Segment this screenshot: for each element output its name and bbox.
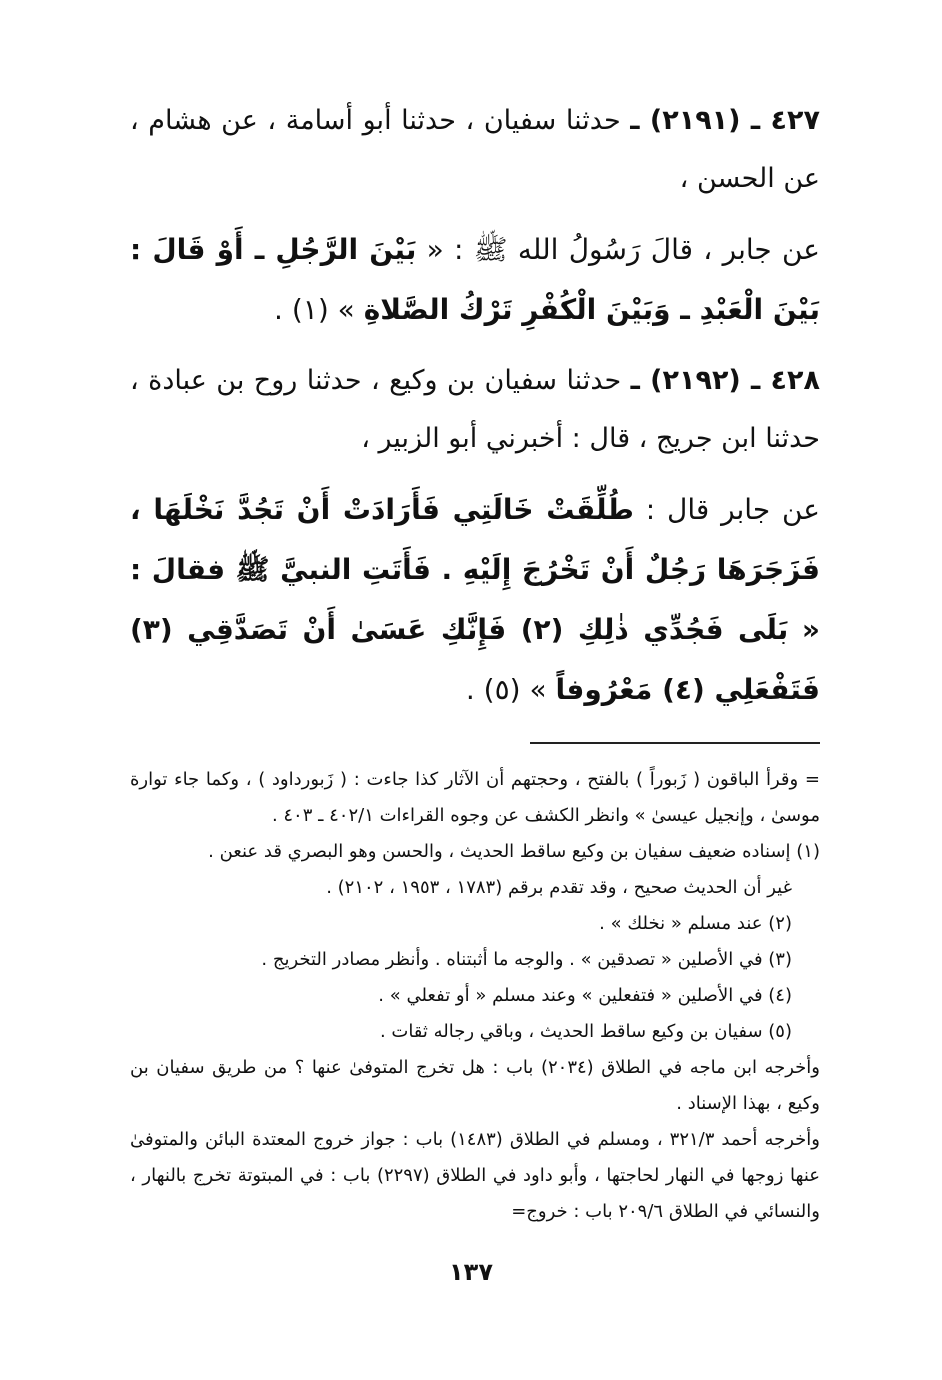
hadith-427-matn: بَيْنَ الرَّجُلِ ـ أَوْ قَالَ : بَيْنَ الْعَبْدِ ـ وَبَيْنَ الْكُفْرِ تَرْكُ الصَّلاةِ <box>130 233 820 326</box>
footnote-separator <box>530 742 820 744</box>
hadith-428-isnad: حدثنا سفيان بن وكيع ، حدثنا روح بن عبادة ، حدثنا ابن جريج ، قال : أخبرني أبو الزبير ، <box>130 365 820 454</box>
hadith-427-matn-intro: عن جابر ، قالَ رَسُولُ الله ﷺ : « <box>426 233 820 266</box>
footnote-1-continuation: غير أن الحديث صحيح ، وقد تقدم برقم (١٧٨٣ ، ١٩٥٣ ، ٢١٠٢) . <box>326 877 792 898</box>
hadith-428-matn-intro: عن جابر قال : <box>645 493 821 526</box>
hadith-427-number: ٤٢٧ ـ (٢١٩١) ـ <box>630 105 820 136</box>
hadith-428-text <box>130 480 820 720</box>
page-body <box>130 92 820 1230</box>
hadith-427-isnad: حدثنا سفيان ، حدثنا أبو أسامة ، عن هشام ، عن الحسن ، <box>130 105 820 194</box>
footnote-2: (٢) عند مسلم « نخلك » . <box>599 913 792 934</box>
hadith-428-matn-part1: طُلِّقَتْ خَالَتِي فَأَرَادَتْ أَنْ تَجُدَّ نَخْلَهَا ، فَزَجَرَهَا رَجُلٌ أَنْ تَخْرُجَ إِلَيْهِ . فَأَتَتِ النبيَّ ﷺ فقالَ : « <box>130 493 820 646</box>
footnote-carry-over: = وقرأ الباقون ( زَبوراً ) بالفتح ، وحجتهم أن الآثار كذا جاءت : ( زَبورداود ) ، وكما جاء توارة موسىٰ ، وإنجيل عيسىٰ » وانظر الكشف عن وجوه القراءات ٤٠٢/١ ـ ٤٠٣ . <box>130 769 820 826</box>
hadith-428-matn-end: » (٥) . <box>465 673 547 706</box>
hadith-427-matn-end: » (١) . <box>274 293 355 326</box>
hadith-427-chain <box>130 92 820 208</box>
page-number: ١٣٧ <box>449 1258 493 1286</box>
footnote-5: (٥) سفيان بن وكيع ساقط الحديث ، وباقي رجاله ثقات . <box>379 1021 792 1042</box>
hadith-427-text <box>130 220 820 340</box>
hadith-428-matn-part2: بَلَى فَجُدِّي ذٰلِكِ (٢) فَإِنَّكِ عَسَىٰ أَنْ تَصَدَّقِي (٣) فَتَفْعَلِي (٤) مَعْرُوفاً <box>130 613 820 706</box>
footnote-1: (١) إسناده ضعيف سفيان بن وكيع ساقط الحديث ، والحسن وهو البصري قد عنعن . <box>208 841 820 862</box>
footnote-5-continuation-1: وأخرجه ابن ماجه في الطلاق (٢٠٣٤) باب : هل تخرج المتوفىٰ عنها ؟ من طريق سفيان بن وكيع ، بهذا الإسناد . <box>130 1057 821 1114</box>
footnote-3: (٣) في الأصلين « تصدقين » . والوجه ما أثبتناه . وأنظر مصادر التخريج . <box>261 949 792 970</box>
hadith-428-chain <box>130 352 820 468</box>
hadith-428-number: ٤٢٨ ـ (٢١٩٢) ـ <box>630 365 820 396</box>
footnote-4: (٤) في الأصلين « فتفعلين » وعند مسلم « أو تفعلي » . <box>378 985 792 1006</box>
footnote-5-continuation-2: وأخرجه أحمد ٣٢١/٣ ، ومسلم في الطلاق (١٤٨٣) باب : جواز خروج المعتدة البائن والمتوفىٰ عنها زوجها في النهار لحاجتها ، وأبو داود في الطلاق (٢٢٩٧) باب : في المبتوتة تخرج بالنهار ، والنسائي في الطلاق ٢٠٩/٦ باب : خروج= <box>130 1129 820 1222</box>
